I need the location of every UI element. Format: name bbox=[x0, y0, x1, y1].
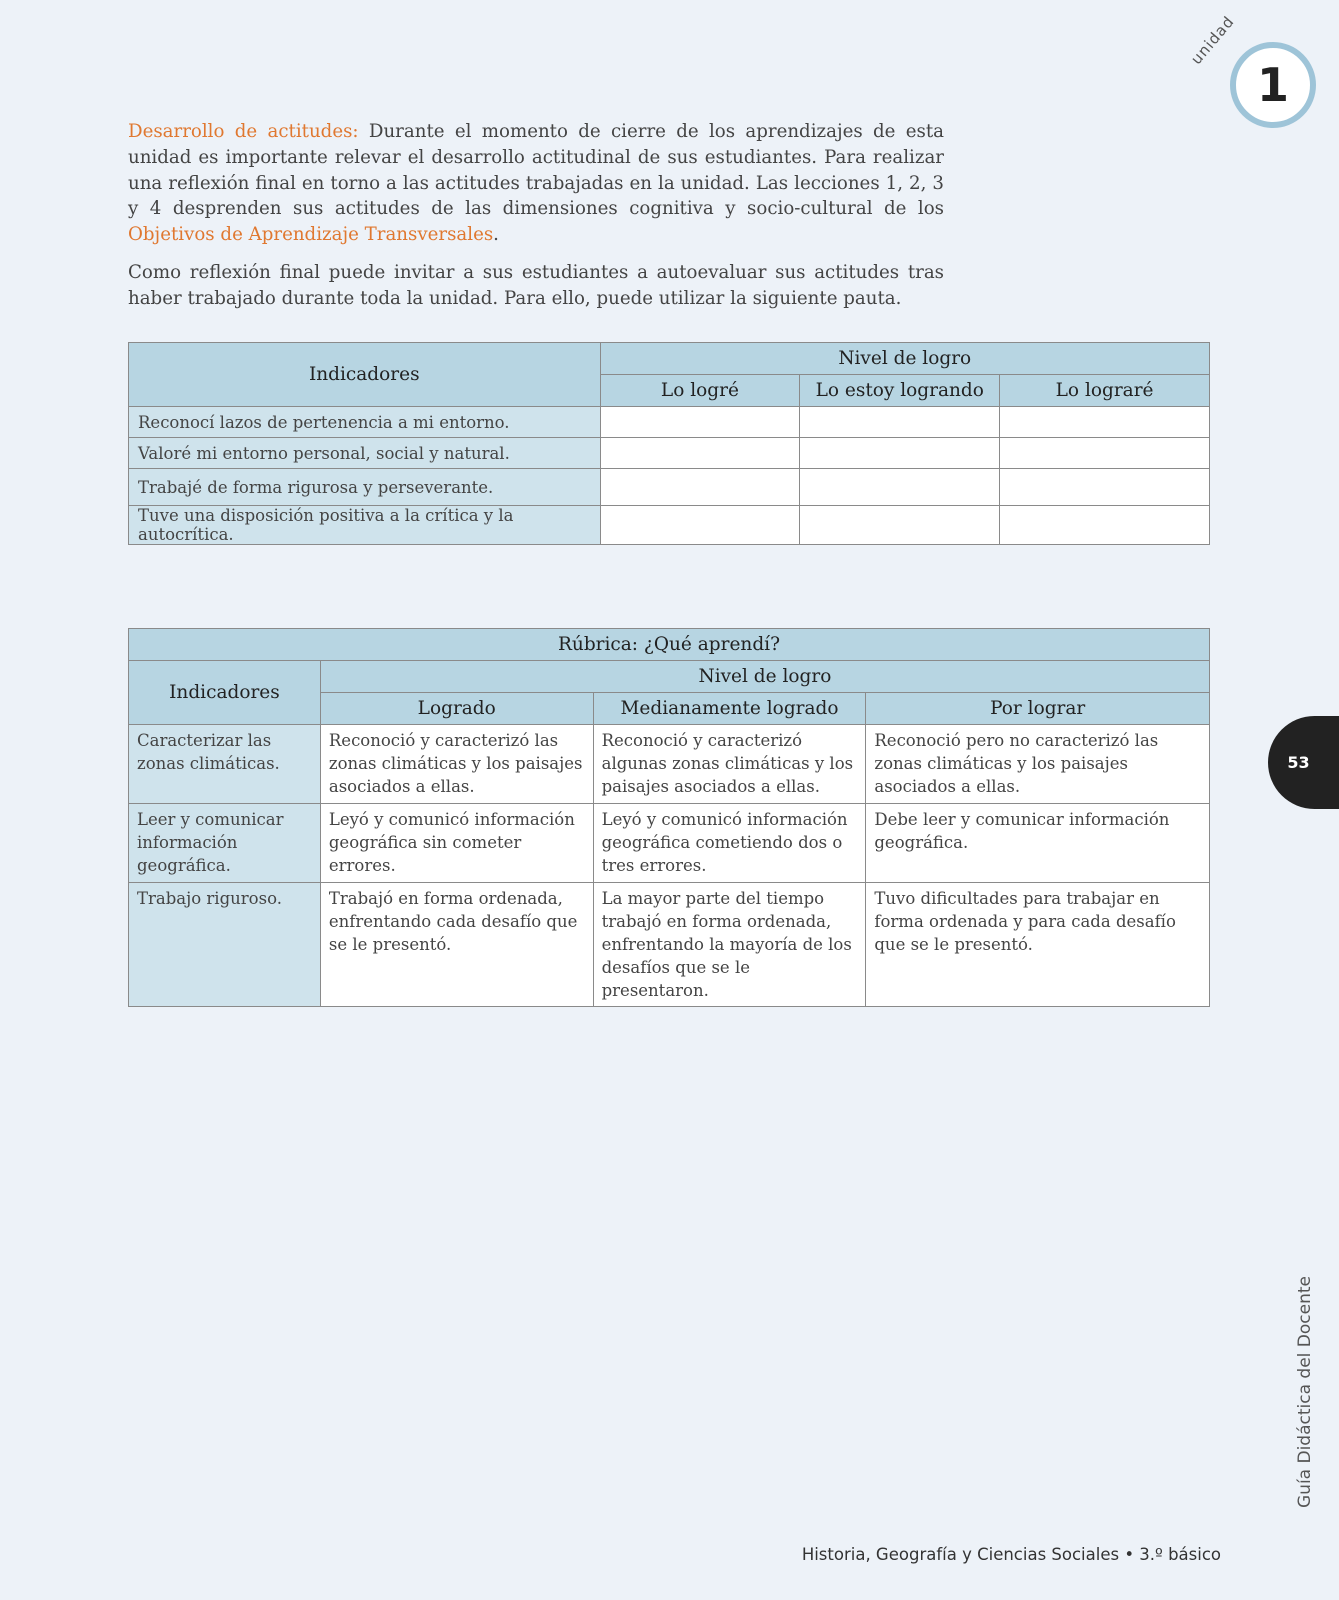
table-row bbox=[129, 506, 1210, 545]
unit-number: 1 bbox=[1256, 58, 1289, 112]
checkbox-cell[interactable] bbox=[1000, 407, 1210, 438]
checkbox-cell[interactable] bbox=[1000, 506, 1210, 545]
intro-paragraph-1 bbox=[128, 119, 944, 248]
table2-column-header: Logrado bbox=[320, 693, 593, 725]
rubric-cell: Debe leer y comunicar información geográfica. bbox=[866, 804, 1210, 883]
table2-indicators-header: Indicadores bbox=[129, 661, 321, 725]
rubric-cell: Reconoció y caracterizó algunas zonas climáticas y los paisajes asociados a ellas. bbox=[593, 725, 866, 804]
table2-indicator: Trabajo riguroso. bbox=[129, 883, 321, 1007]
table1-column-header: Lo logré bbox=[600, 375, 800, 407]
unit-label: unidad bbox=[1187, 12, 1238, 68]
rubric-title: Rúbrica: ¿Qué aprendí? bbox=[129, 629, 1210, 661]
checkbox-cell[interactable] bbox=[800, 407, 1000, 438]
checkbox-cell[interactable] bbox=[1000, 438, 1210, 469]
table2-level-header: Nivel de logro bbox=[320, 661, 1209, 693]
checkbox-cell[interactable] bbox=[600, 506, 800, 545]
rubric-cell: Leyó y comunicó información geográfica cometiendo dos o tres errores. bbox=[593, 804, 866, 883]
rubric-cell: Reconoció y caracterizó las zonas climáticas y los paisajes asociados a ellas. bbox=[320, 725, 593, 804]
rubric-cell: Trabajó en forma ordenada, enfrentando cada desafío que se le presentó. bbox=[320, 883, 593, 1007]
table-row bbox=[129, 883, 1210, 1007]
attitudes-self-evaluation-table bbox=[128, 342, 1210, 545]
checkbox-cell[interactable] bbox=[600, 469, 800, 506]
footer-text: Historia, Geografía y Ciencias Sociales • 3.º básico bbox=[801, 1545, 1221, 1564]
table2-indicator: Leer y comunicar información geográfica. bbox=[129, 804, 321, 883]
side-title: Guía Didáctica del Docente bbox=[1295, 1276, 1315, 1508]
checkbox-cell[interactable] bbox=[1000, 469, 1210, 506]
oat-reference: Objetivos de Aprendizaje Transversales bbox=[128, 224, 494, 246]
table-row bbox=[129, 469, 1210, 506]
table1-indicator: Valoré mi entorno personal, social y natural. bbox=[129, 438, 601, 469]
rubric-table bbox=[128, 628, 1210, 1007]
rubric-cell: Reconoció pero no caracterizó las zonas climáticas y los paisajes asociados a ellas. bbox=[866, 725, 1210, 804]
intro-paragraph-1-end: . bbox=[493, 224, 499, 246]
table2-indicator: Caracterizar las zonas climáticas. bbox=[129, 725, 321, 804]
table1-column-header: Lo estoy logrando bbox=[800, 375, 1000, 407]
table-row bbox=[129, 725, 1210, 804]
page-number-tab bbox=[1268, 716, 1339, 809]
rubric-cell: Tuvo dificultades para trabajar en forma ordenada y para cada desafío que se le presentó. bbox=[866, 883, 1210, 1007]
rubric-cell: Leyó y comunicó información geográfica sin cometer errores. bbox=[320, 804, 593, 883]
page-number: 53 bbox=[1287, 753, 1310, 772]
table1-indicator: Reconocí lazos de pertenencia a mi entorno. bbox=[129, 407, 601, 438]
table2-column-header: Por lograr bbox=[866, 693, 1210, 725]
table1-indicator: Trabajé de forma rigurosa y perseverante. bbox=[129, 469, 601, 506]
section-heading: Desarrollo de actitudes: bbox=[128, 121, 359, 142]
table-row bbox=[129, 407, 1210, 438]
intro-text bbox=[128, 119, 944, 324]
table1-level-header: Nivel de logro bbox=[600, 343, 1209, 375]
table2-column-header: Medianamente logrado bbox=[593, 693, 866, 725]
checkbox-cell[interactable] bbox=[800, 438, 1000, 469]
unit-number-circle bbox=[1230, 42, 1316, 128]
table1-indicator: Tuve una disposición positiva a la crítica y la autocrítica. bbox=[129, 506, 601, 545]
checkbox-cell[interactable] bbox=[600, 438, 800, 469]
checkbox-cell[interactable] bbox=[800, 469, 1000, 506]
checkbox-cell[interactable] bbox=[800, 506, 1000, 545]
rubric-cell: La mayor parte del tiempo trabajó en forma ordenada, enfrentando la mayoría de los desafíos que se le presentaron. bbox=[593, 883, 866, 1007]
table1-column-header: Lo lograré bbox=[1000, 375, 1210, 407]
intro-paragraph-2: Como reflexión final puede invitar a sus estudiantes a autoevaluar sus actitudes tras haber trabajado durante toda la unidad. Para ello, puede utilizar la siguiente pauta. bbox=[128, 261, 944, 309]
table1-indicators-header: Indicadores bbox=[129, 343, 601, 407]
intro-paragraph-1-text: Durante el momento de cierre de los aprendizajes de esta unidad es importante relevar el desarrollo actitudinal de sus estudiantes. Para realizar una reflexión final en torno a las actitudes trabajadas en la unidad. Las lecciones 1, 2, 3 y 4 desprenden sus actitudes de las dimensiones cognitiva y socio-cultural de los bbox=[128, 121, 944, 220]
table-row bbox=[129, 804, 1210, 883]
table-row bbox=[129, 438, 1210, 469]
checkbox-cell[interactable] bbox=[600, 407, 800, 438]
